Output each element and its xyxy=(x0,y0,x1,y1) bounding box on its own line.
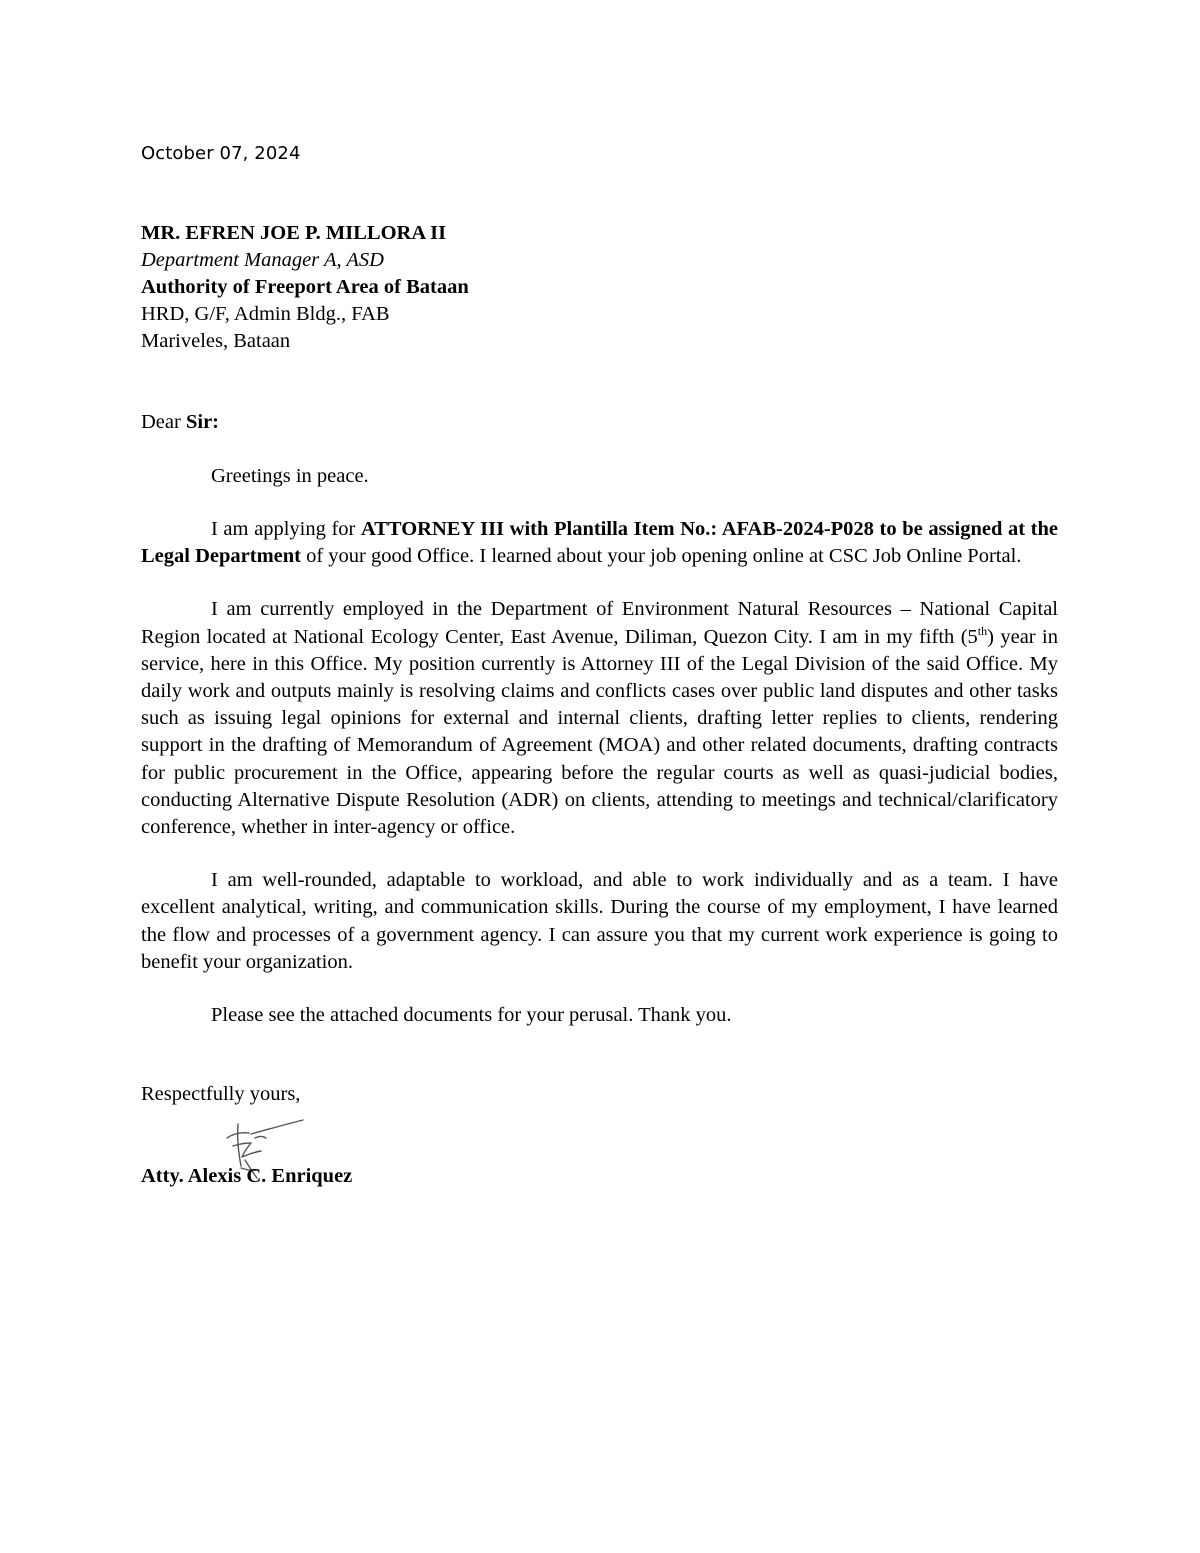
salutation-prefix: Dear xyxy=(141,411,186,433)
signature-block xyxy=(141,1108,1058,1196)
recipient-address-line1: HRD, G/F, Admin Bldg., FAB xyxy=(141,303,390,325)
salutation-name: Sir: xyxy=(185,411,219,433)
paragraph-application-text-a: I am applying for xyxy=(211,518,361,540)
position-applied: ATTORNEY III with Plantilla Item No.: AFAB-2024-P028 to be assigned at the Legal Department xyxy=(141,518,1059,568)
ordinal-superscript: th xyxy=(977,623,988,638)
paragraph-employment-text-b: ) year in service, here in this Office. My position currently is Attorney III of the Legal Division of the said Office. My daily work and outputs mainly is resolving claims and conflicts cases over public land disputes and other tasks such as issuing legal opinions for external and internal clients, drafting letter replies to clients, rendering support in the drafting of Memorandum of Agreement (MOA) and other related documents, drafting contracts for public procurement in the Office, appearing before the regular courts as well as quasi-judicial bodies, conducting Alternative Dispute Resolution (ADR) on clients, attending to meetings and technical/clarificatory conference, whether in inter-agency or office. xyxy=(141,625,1058,839)
recipient-address-line2: Mariveles, Bataan xyxy=(141,330,291,352)
recipient-title: Department Manager A, ASD xyxy=(141,249,384,271)
spacer xyxy=(141,167,1058,220)
signer-name: Atty. Alexis C. Enriquez xyxy=(141,1165,353,1188)
recipient-block xyxy=(141,220,1058,355)
paragraph-employment xyxy=(141,596,1058,841)
paragraph-application xyxy=(141,516,1058,570)
letter-date: October 07, 2024 xyxy=(141,143,301,164)
recipient-name: MR. EFREN JOE P. MILLORA II xyxy=(141,222,447,244)
paragraph-employment-text-a: I am currently employed in the Department of Environment Natural Resources – National Capital Region located at National Ecology Center, East Avenue, Diliman, Quezon City. I am in my fifth (5 xyxy=(141,598,1058,648)
greeting: Greetings in peace. xyxy=(211,465,369,487)
recipient-organization: Authority of Freeport Area of Bataan xyxy=(141,276,469,298)
paragraph-application-text-b: of your good Office. I learned about your job opening online at CSC Job Online Portal. xyxy=(300,545,1022,568)
cover-letter xyxy=(141,140,1058,1196)
spacer xyxy=(141,355,1058,409)
closing: Respectfully yours, xyxy=(141,1083,301,1106)
salutation xyxy=(141,409,1058,436)
paragraph-qualifications: I am well-rounded, adaptable to workload, and able to work individually and as a team. I have excellent analytical, writing, and communication skills. During the course of my employment, I have learned the flow and processes of a government agency. I can assure you that my current work experience is going to benefit your organization. xyxy=(141,869,1058,973)
paragraph-attachments: Please see the attached documents for your perusal. Thank you. xyxy=(211,1004,732,1027)
